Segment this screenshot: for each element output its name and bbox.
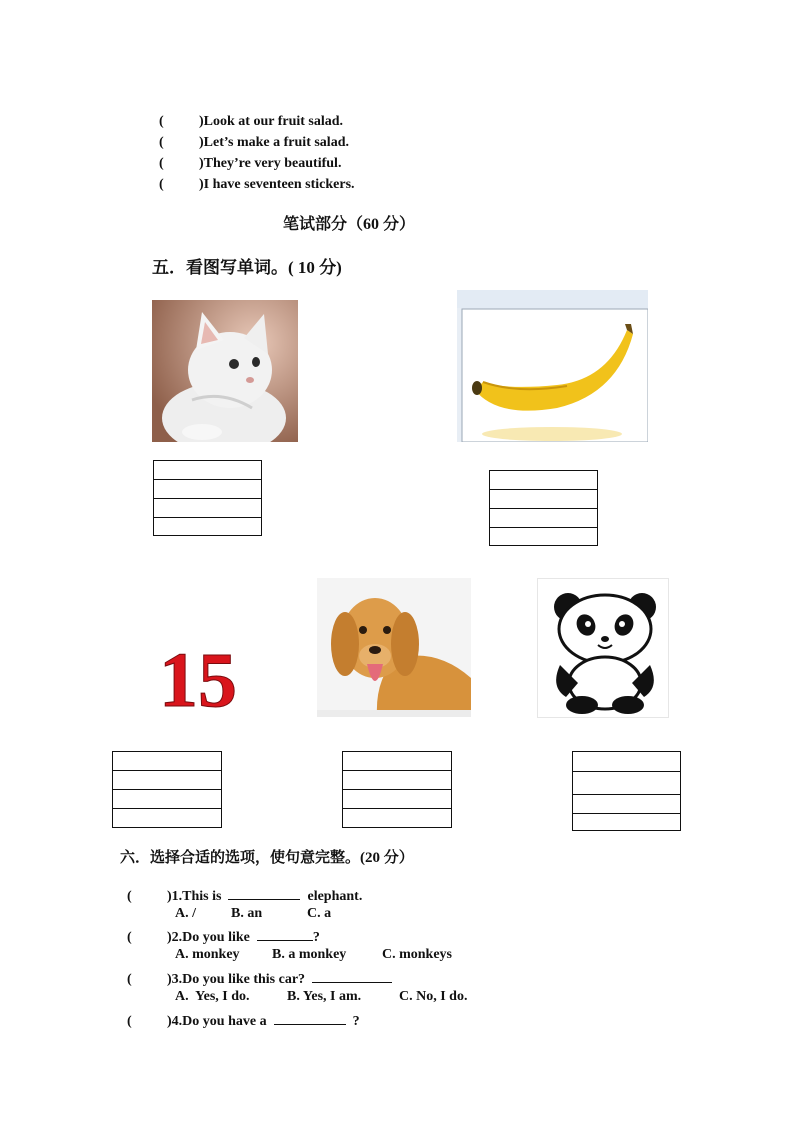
option-b[interactable]: B. Yes, I am. bbox=[287, 989, 362, 1004]
option-c[interactable]: C. No, I do. bbox=[399, 989, 468, 1004]
listening-item-4: ( )I have seventeen stickers. bbox=[159, 177, 355, 192]
question-4: ( )4.Do you have a ? bbox=[120, 994, 360, 1030]
writing-grid-dog[interactable] bbox=[342, 751, 452, 828]
listening-item-3: ( )They’re very beautiful. bbox=[159, 156, 342, 171]
writing-grid-banana[interactable] bbox=[489, 470, 598, 546]
question-2: ( )2.Do you like ? bbox=[120, 910, 320, 946]
answer-bracket[interactable]: ( bbox=[127, 889, 132, 904]
option-b[interactable]: B. a monkey bbox=[272, 947, 347, 962]
option-b[interactable]: B. an bbox=[231, 906, 263, 921]
writing-grid-15[interactable] bbox=[112, 751, 222, 828]
option-a[interactable]: A. / bbox=[175, 906, 196, 921]
panda-drawing bbox=[537, 578, 669, 718]
answer-bracket[interactable]: ( bbox=[159, 177, 164, 192]
number-15-image bbox=[152, 640, 244, 712]
question-3: ( )3.Do you like this car? bbox=[120, 952, 392, 988]
written-part-title: 笔试部分（60 分） bbox=[283, 216, 416, 233]
option-c[interactable]: C. monkeys bbox=[382, 947, 453, 962]
number-15-label: 15 bbox=[159, 640, 237, 712]
golden-retriever-photo bbox=[317, 578, 471, 717]
section5-title: 五．看图写单词。( 10 分) bbox=[152, 258, 342, 277]
answer-bracket[interactable]: ( bbox=[159, 135, 164, 150]
answer-bracket[interactable]: ( bbox=[127, 1014, 132, 1029]
writing-grid-panda[interactable] bbox=[572, 751, 681, 831]
kitten-photo bbox=[152, 300, 298, 442]
option-a[interactable]: A. monkey bbox=[175, 947, 240, 962]
fill-blank[interactable] bbox=[274, 1010, 346, 1025]
answer-bracket[interactable]: ( bbox=[159, 114, 164, 129]
banana-photo bbox=[457, 290, 648, 442]
answer-bracket[interactable]: ( bbox=[127, 972, 132, 987]
section6-title: 六．选择合适的选项，使句意完整。(20 分） bbox=[120, 850, 414, 866]
answer-bracket[interactable]: ( bbox=[159, 156, 164, 171]
question-1: ( )1.This is elephant. bbox=[120, 869, 362, 905]
answer-bracket[interactable]: ( bbox=[127, 930, 132, 945]
listening-item-1: ( )Look at our fruit salad. bbox=[159, 114, 344, 129]
option-c[interactable]: C. a bbox=[307, 906, 332, 921]
writing-grid-kitten[interactable] bbox=[153, 460, 262, 536]
listening-item-2: ( )Let’s make a fruit salad. bbox=[159, 135, 349, 150]
option-a[interactable]: A. Yes, I do. bbox=[175, 989, 250, 1004]
